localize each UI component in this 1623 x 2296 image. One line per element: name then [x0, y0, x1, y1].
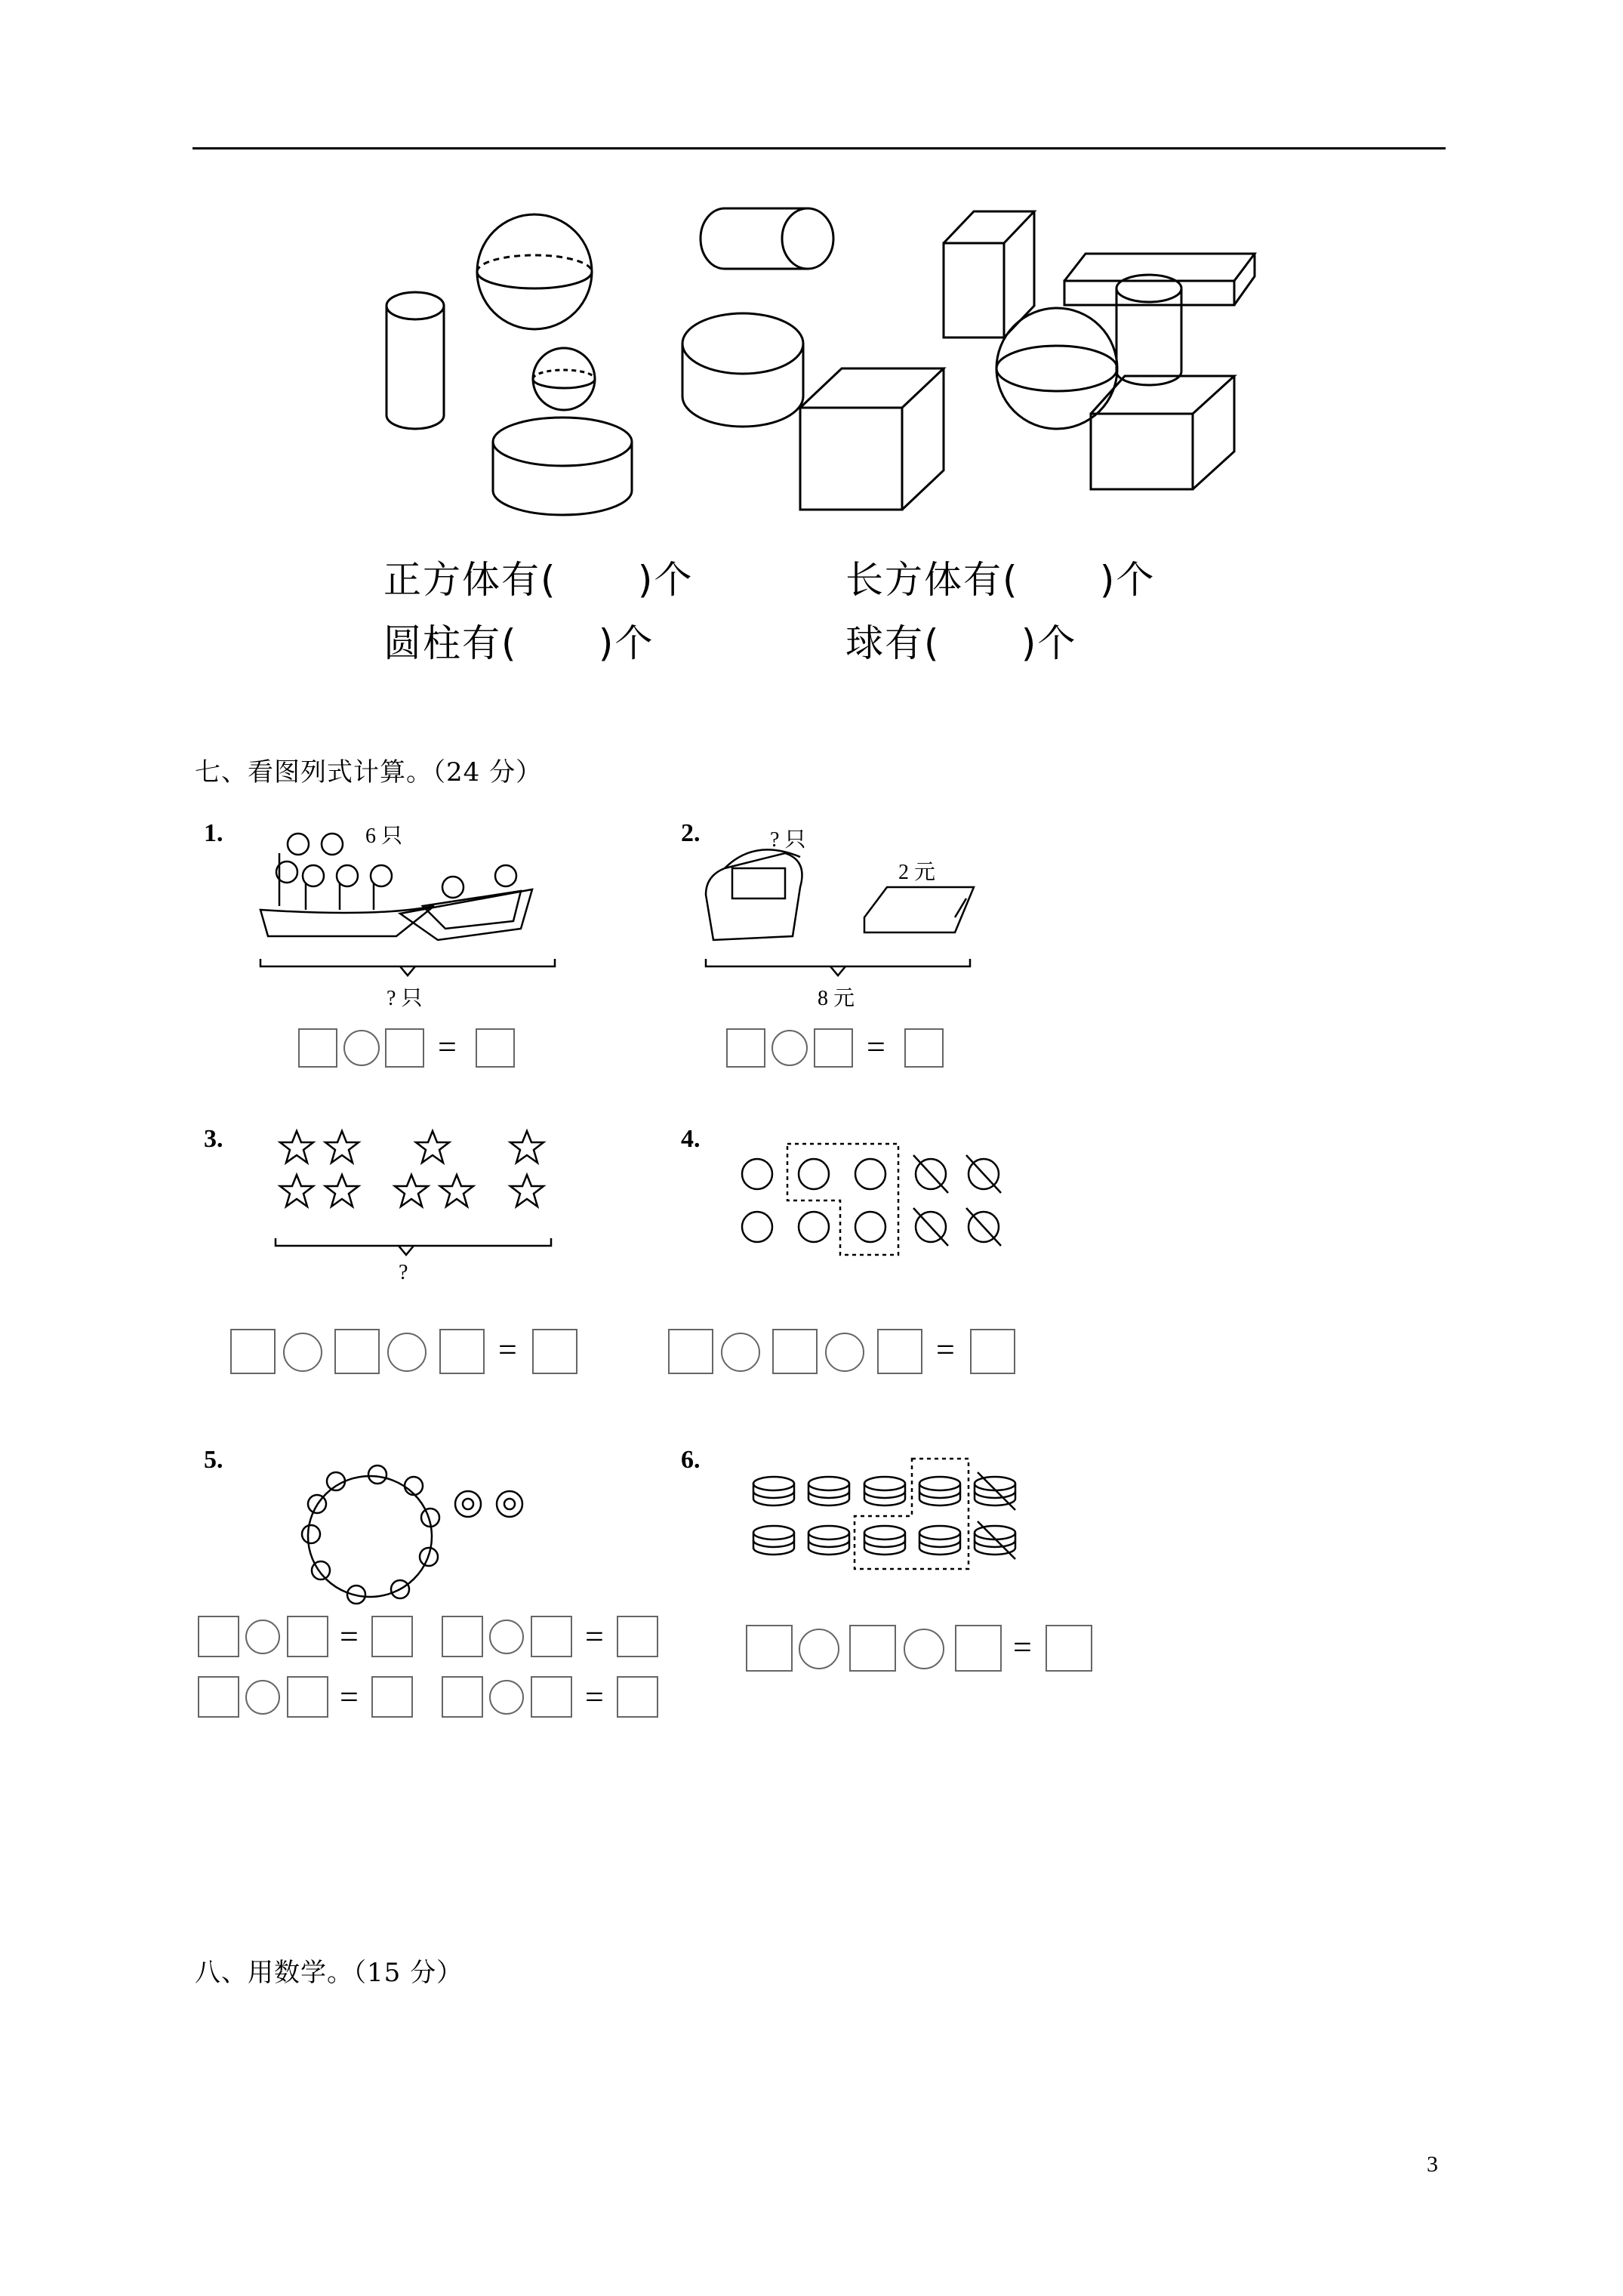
answer-box[interactable]: [849, 1625, 896, 1672]
question-number: 2.: [681, 819, 701, 847]
figure-label: ?: [399, 1261, 408, 1284]
equals-sign: =: [438, 1028, 457, 1065]
figure-label: ? 只: [770, 828, 806, 852]
operator-circle[interactable]: [904, 1629, 944, 1669]
figure-label: 6 只: [365, 824, 403, 848]
page-number: 3: [1427, 2152, 1438, 2177]
equals-sign: =: [867, 1028, 885, 1065]
operator-circle[interactable]: [799, 1629, 839, 1669]
cube-count-label: 正方体有( )个: [383, 558, 694, 602]
equals-sign: =: [585, 1678, 604, 1715]
question-number: 6.: [681, 1446, 701, 1474]
figure-label: 2 元: [898, 861, 936, 884]
equals-sign: =: [936, 1331, 955, 1368]
answer-box[interactable]: [746, 1625, 793, 1672]
cylinder-count-label: 圆柱有( )个: [383, 621, 654, 665]
equals-sign: =: [340, 1678, 359, 1715]
figure-label: 8 元: [818, 987, 855, 1010]
cuboid-count-label: 长方体有( )个: [845, 558, 1156, 602]
equals-sign: =: [340, 1618, 359, 1655]
question-number: 1.: [204, 819, 223, 847]
equals-sign: =: [585, 1618, 604, 1655]
sphere-count-label: 球有( )个: [845, 621, 1077, 665]
question-number: 5.: [204, 1446, 223, 1474]
figure-label: ? 只: [387, 987, 423, 1010]
question-number: 3.: [204, 1125, 223, 1153]
answer-box[interactable]: [955, 1625, 1002, 1672]
section-8-title: 八、用数学。（15 分）: [195, 1958, 463, 1988]
equals-sign: =: [1013, 1629, 1032, 1666]
answer-box[interactable]: [1046, 1625, 1092, 1672]
section-7-title: 七、看图列式计算。（24 分）: [195, 757, 543, 787]
question-number: 4.: [681, 1125, 701, 1153]
equals-sign: =: [498, 1331, 517, 1368]
